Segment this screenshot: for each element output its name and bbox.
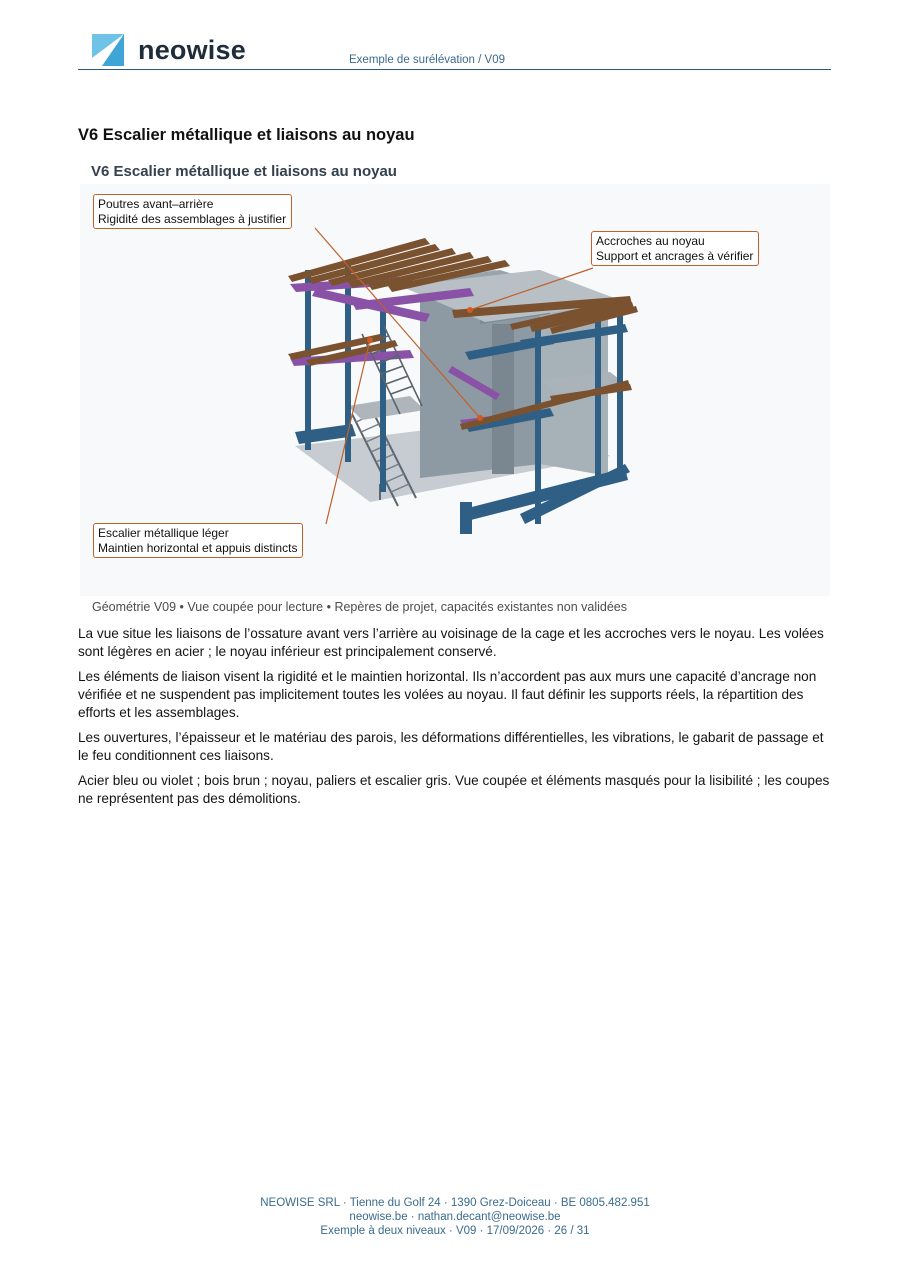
- figure-title: V6 Escalier métallique et liaisons au noyau: [91, 163, 397, 180]
- figure-caption: Géométrie V09 • Vue coupée pour lecture • Repères de projet, capacités existantes non validées: [92, 600, 627, 614]
- callout-line: Poutres avant–arrière: [98, 197, 214, 211]
- paragraph: Les ouvertures, l’épaisseur et le matériau des parois, les déformations différentielles, les vibrations, le gabarit de passage et le feu conditionnent ces liaisons.: [78, 729, 824, 763]
- callout-line: Accroches au noyau: [596, 234, 705, 248]
- stair-landing: [348, 396, 425, 420]
- callout-line: Rigidité des assemblages à justifier: [98, 211, 287, 226]
- page-footer: [0, 1196, 910, 1238]
- footer-page-info: Exemple à deux niveaux · V09 · 17/09/2026 · 26 / 31: [320, 1225, 590, 1237]
- footer-company: NEOWISE SRL · Tienne du Golf 24 · 1390 Grez-Doiceau · BE 0805.482.951: [260, 1197, 650, 1209]
- header-subtitle: Exemple de surélévation / V09: [349, 54, 505, 66]
- callout-steel-stair: [93, 523, 303, 558]
- neowise-logo-icon: [92, 34, 124, 66]
- body-text: [78, 625, 834, 815]
- company-logo: [92, 34, 246, 66]
- structure-figure: [80, 184, 830, 596]
- logo-text: neowise: [138, 34, 246, 65]
- callout-line: Escalier métallique léger: [98, 526, 229, 540]
- callout-front-back-beams: [93, 194, 292, 229]
- callout-line: Support et ancrages à vérifier: [596, 248, 754, 263]
- paragraph: Les éléments de liaison visent la rigidité et le maintien horizontal. Ils n’accordent pas aux murs une capacité d’ancrage non vérifiée et ne suspendent pas implicitement toutes les volées au noyau. Il faut définir les supports réels, la répartition des efforts et les assemblages.: [78, 669, 817, 720]
- page-header: [78, 28, 831, 70]
- callout-line: Maintien horizontal et appuis distincts: [98, 540, 298, 555]
- paragraph: La vue situe les liaisons de l’ossature avant vers l’arrière au voisinage de la cage et les accroches vers le noyau. Les volées sont légères en acier ; le noyau inférieur est principalement conservé.: [78, 626, 824, 659]
- paragraph: Acier bleu ou violet ; bois brun ; noyau, paliers et escalier gris. Vue coupée et éléments masqués pour la lisibilité ; les coupes ne représentent pas des démolitions.: [78, 773, 830, 806]
- section-heading: V6 Escalier métallique et liaisons au noyau: [78, 126, 415, 144]
- callout-core-anchors: [591, 231, 759, 266]
- footer-contact: neowise.be · nathan.decant@neowise.be: [349, 1211, 561, 1223]
